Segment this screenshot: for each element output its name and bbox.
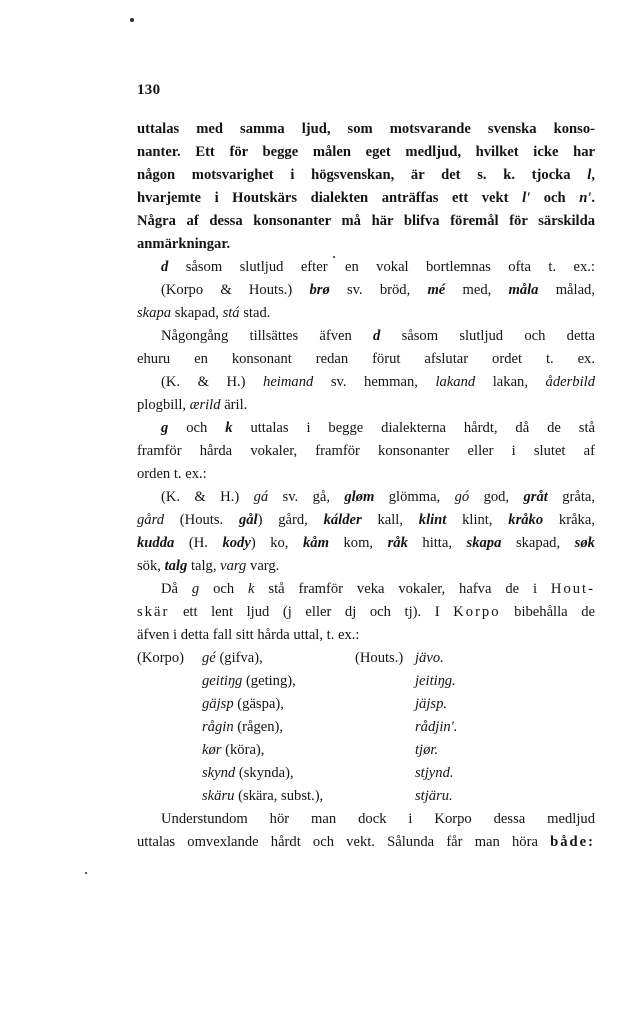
text-line: gård (Houts. gål) gård, kálder kall, klint klint, kråko kråka, xyxy=(137,512,595,528)
korpo-word: rågin xyxy=(202,719,234,735)
swedish-gloss: (geting), xyxy=(245,673,296,689)
swedish-gloss: (gifva), xyxy=(219,650,263,666)
text-line: anmärkningar. xyxy=(137,236,231,252)
houts-word: jeitiŋg. xyxy=(415,673,456,689)
swedish-gloss: (skynda), xyxy=(238,765,294,781)
text-line: hvarjemte i Houtskärs dialekten anträffas ett vekt l' och n'. xyxy=(137,190,596,206)
paragraph-g-k-hard xyxy=(137,417,595,578)
korpo-word: geitiŋg xyxy=(202,673,243,689)
swedish-gloss: (gäspa), xyxy=(237,696,284,712)
swedish-gloss: (skära, subst.), xyxy=(238,788,324,804)
word-list-row xyxy=(137,716,595,739)
paragraph-d-final xyxy=(137,256,595,325)
ink-speck xyxy=(85,872,87,874)
korpo-word: skäru xyxy=(202,788,235,804)
korpo-label: (Korpo) xyxy=(137,650,185,666)
word-list-row xyxy=(137,670,595,693)
korpo-word: kør xyxy=(202,742,222,758)
text-line: (K. & H.) gá sv. gå, gløm glömma, gó god, gråt gråta, xyxy=(161,489,596,505)
korpo-word: skynd xyxy=(202,765,236,781)
text-line: kudda (H. kody) ko, kåm kom, råk hitta, skapa skapad, søk xyxy=(137,535,595,551)
text-line: äfven i detta fall sitt hårda uttal, t. ex.: xyxy=(137,627,360,643)
text-line: uttalas omvexlande hårdt och vekt. Sålunda får man höra både: xyxy=(137,834,595,850)
text-line: nanter. Ett för begge målen eget medljud, hvilket icke har xyxy=(137,144,595,160)
word-list xyxy=(137,647,595,808)
text-line: någon motsvarighet i högsvenskan, är det s. k. tjocka l, xyxy=(137,167,595,183)
word-list-row xyxy=(137,693,595,716)
text-line: skapa skapad, stá stad. xyxy=(137,305,271,321)
korpo-word: gé xyxy=(202,650,216,666)
houts-word: jäjsp. xyxy=(415,696,448,712)
paragraph-consonants xyxy=(137,118,595,256)
word-list-row xyxy=(137,647,595,670)
swedish-gloss: (köra), xyxy=(225,742,265,758)
text-line: skär ett lent ljud (j eller dj och tj). I Korpo bibehålla de xyxy=(137,604,595,620)
houts-word: stjynd. xyxy=(415,765,454,781)
text-line: uttalas med samma ljud, som motsvarande svenska konso- xyxy=(137,121,595,137)
text-line: Då g och k stå framför veka vokaler, hafva de i Hout- xyxy=(161,581,595,597)
text-line: plogbill, ærild äril. xyxy=(137,397,248,413)
swedish-gloss: (rågen), xyxy=(237,719,284,735)
page-body xyxy=(137,118,595,854)
page-number: 130 xyxy=(137,82,161,98)
text-line: orden t. ex.: xyxy=(137,466,207,482)
houts-word: tjør. xyxy=(415,742,439,758)
word-list-row xyxy=(137,762,595,785)
text-line: g och k uttalas i begge dialekterna hårdt, då de stå xyxy=(161,420,596,436)
word-list-row xyxy=(137,739,595,762)
houts-label: (Houts.) xyxy=(355,650,404,666)
word-list-row xyxy=(137,785,595,808)
paragraph-alternation xyxy=(137,808,595,854)
paragraph-d-added xyxy=(137,325,595,417)
korpo-word: gäjsp xyxy=(202,696,234,712)
text-line: Någongång tillsättes äfven d såsom slutljud och detta xyxy=(161,328,596,344)
text-line: (Korpo & Houts.) brø sv. bröd, mé med, måla målad, xyxy=(161,282,595,298)
paragraph-g-k-soft xyxy=(137,578,595,647)
houts-word: rådjin'. xyxy=(415,719,458,735)
houts-word: jävo. xyxy=(415,650,444,666)
text-line: Understundom hör man dock i Korpo dessa medljud xyxy=(161,811,595,827)
houts-word: stjäru. xyxy=(415,788,453,804)
text-line: Några af dessa konsonanter må här blifva föremål för särskilda xyxy=(137,213,595,229)
text-line: ehuru en konsonant redan förut afslutar ordet t. ex. xyxy=(137,351,595,367)
text-line: sök, talg talg, varg varg. xyxy=(137,558,280,574)
text-line: (K. & H.) heimand sv. hemman, lakand lakan, åderbild xyxy=(161,374,595,390)
ink-speck xyxy=(130,18,134,22)
text-line: framför hårda vokaler, framför konsonanter eller i slutet af xyxy=(137,443,595,459)
text-line: d såsom slutljud efter en vokal bortlemnas ofta t. ex.: xyxy=(161,259,595,275)
